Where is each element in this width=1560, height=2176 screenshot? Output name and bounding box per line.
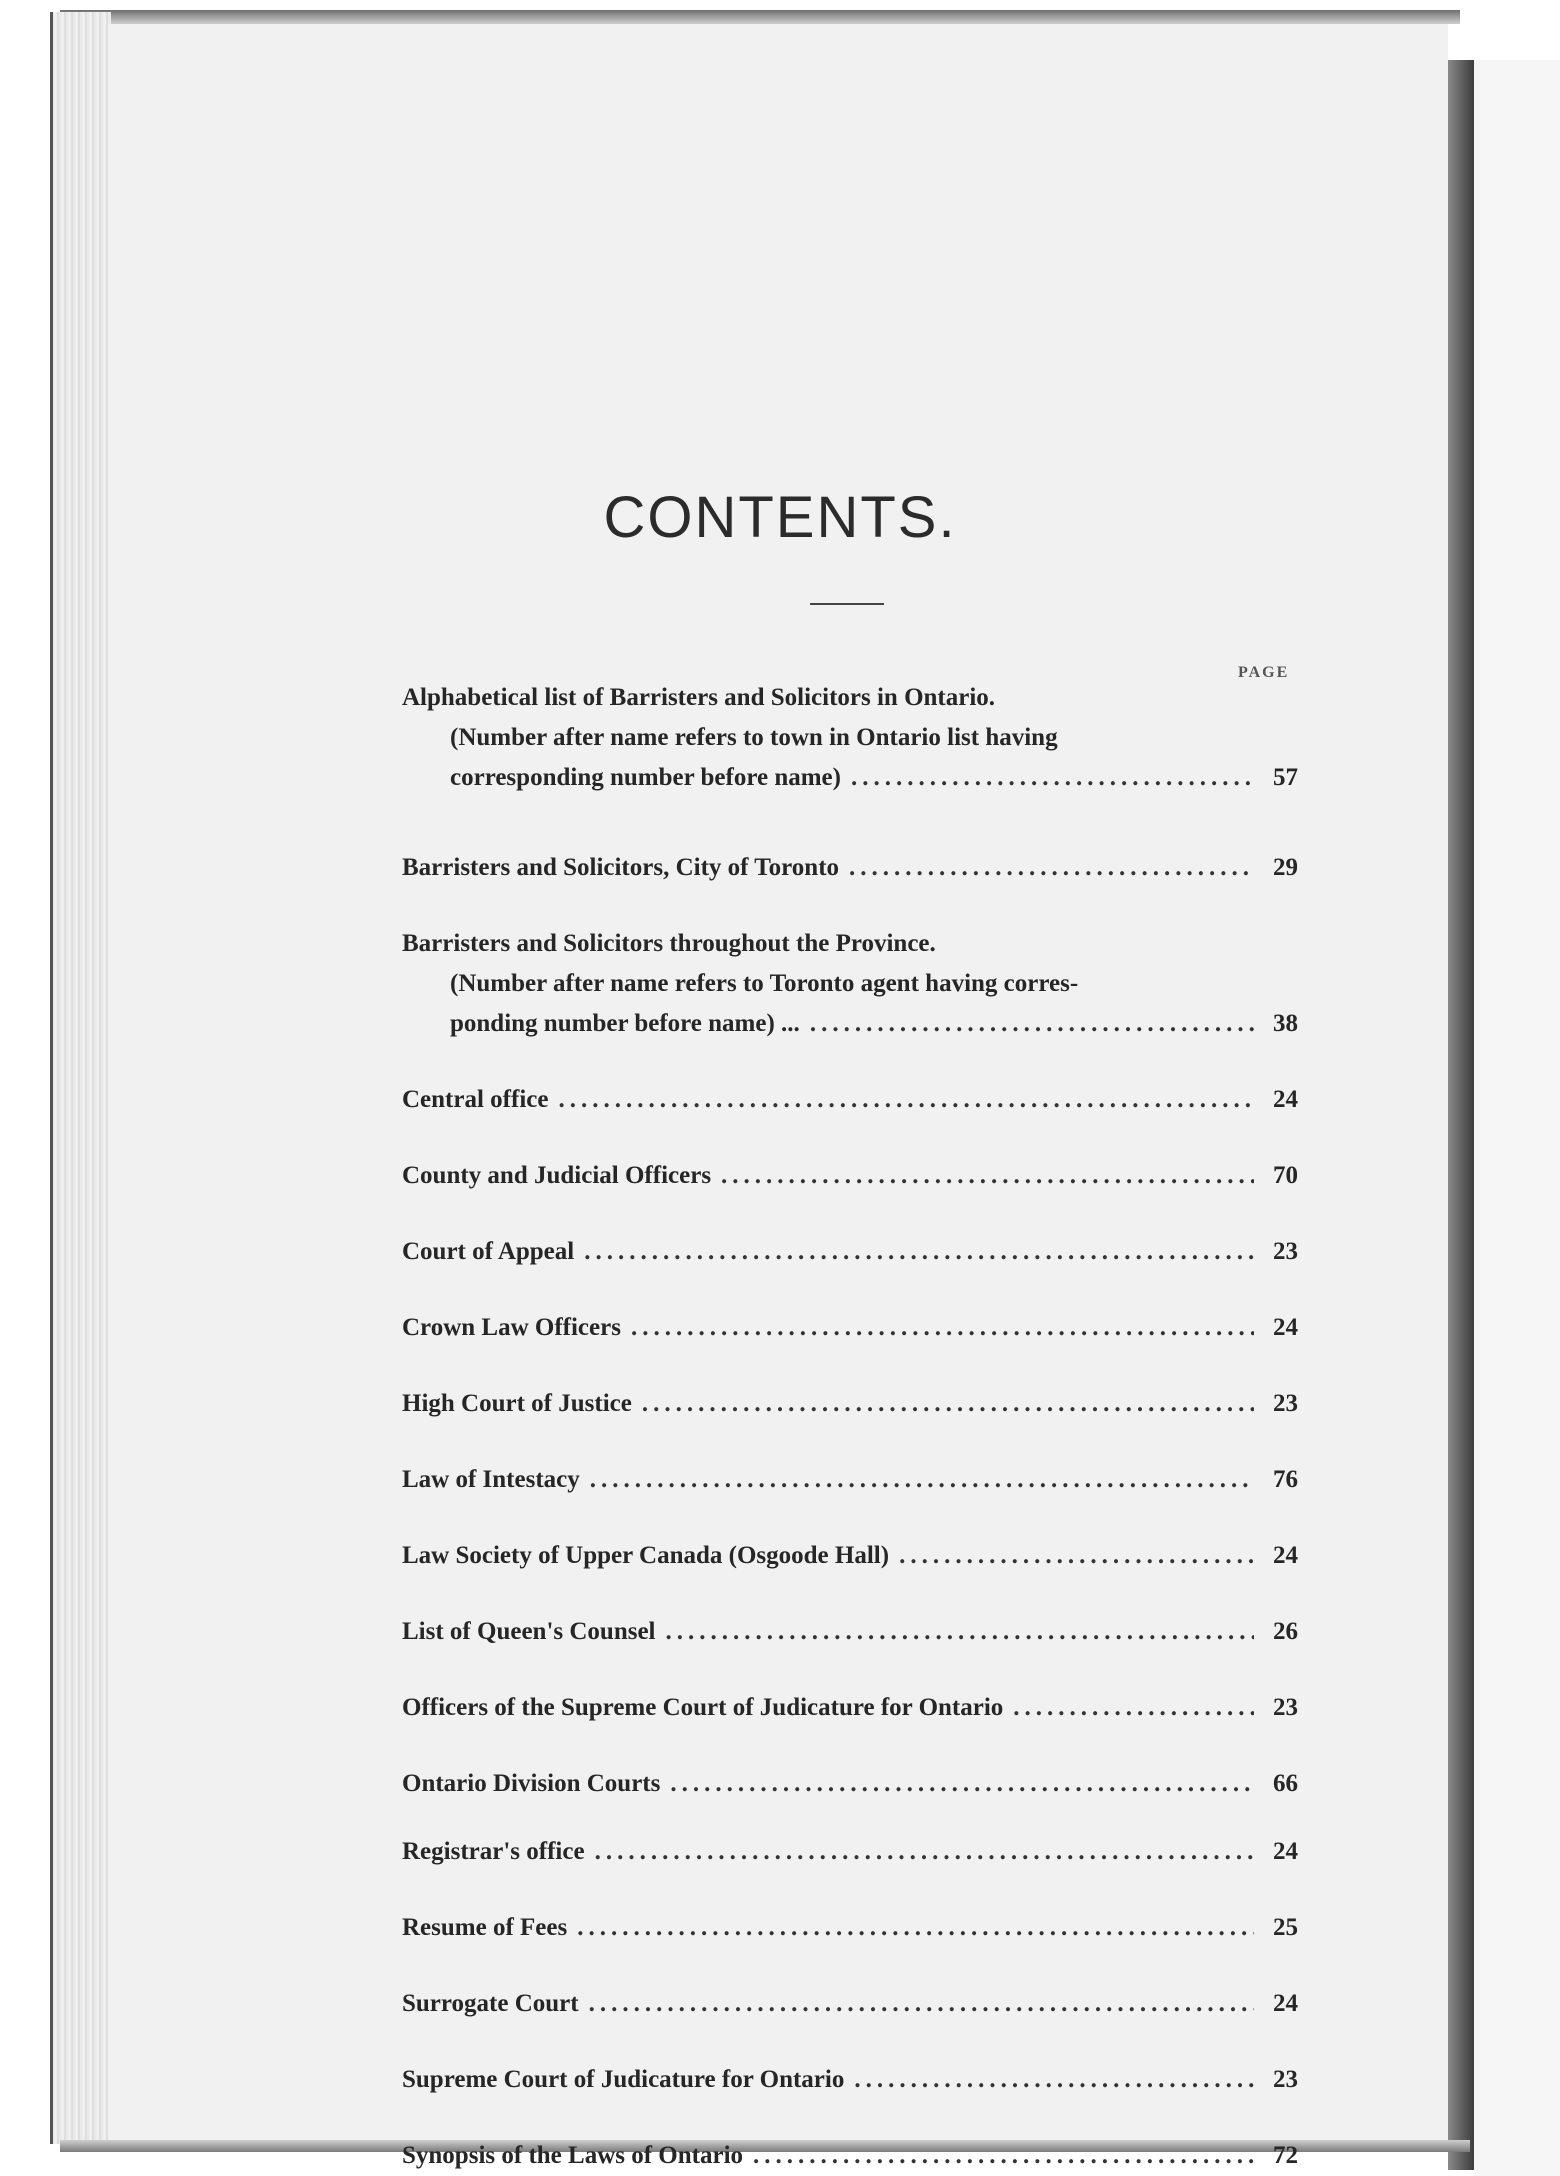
toc-entry — [402, 1536, 1298, 1576]
facing-page — [1474, 60, 1560, 2176]
toc-entry-row — [402, 1688, 1298, 1728]
toc-page-number: 24 — [1273, 1086, 1298, 1113]
toc-page-number: 76 — [1273, 1466, 1298, 1493]
toc-entry-row — [402, 1004, 1298, 1044]
toc-page-number: 24 — [1273, 1314, 1298, 1341]
toc-entry — [402, 1384, 1298, 1424]
toc-entry-row — [402, 1832, 1298, 1872]
dot-leader — [810, 1004, 1254, 1044]
toc-entry — [402, 1764, 1298, 1804]
dot-leader — [721, 1156, 1254, 1196]
toc-page-number: 23 — [1273, 1390, 1298, 1417]
toc-entry-row — [402, 1232, 1298, 1272]
toc-entry-row — [402, 2060, 1298, 2100]
dot-leader — [631, 1308, 1254, 1348]
toc-entry — [402, 2136, 1298, 2176]
toc-entry-title: Central office — [402, 1086, 549, 1113]
toc-entry-title: Barristers and Solicitors, City of Toronto — [402, 854, 840, 881]
toc-page-number: 24 — [1273, 1990, 1298, 2017]
toc-entry-title: Surrogate Court — [402, 1990, 579, 2017]
toc-page-number: 24 — [1273, 1838, 1298, 1865]
toc-entry — [402, 924, 1298, 1044]
page-column-heading: PAGE — [1238, 664, 1290, 681]
toc-entry — [402, 1832, 1298, 1872]
toc-entry-title: High Court of Justice — [402, 1390, 632, 1417]
toc-entry — [402, 1984, 1298, 2024]
toc-entry-title: Court of Appeal — [402, 1238, 575, 1265]
toc-entry-row — [402, 2136, 1298, 2176]
toc-entry — [402, 1156, 1298, 1196]
toc-entry-row — [402, 1080, 1298, 1120]
dot-leader — [854, 2060, 1254, 2100]
toc-entry — [402, 1612, 1298, 1652]
toc-entry-title: Resume of Fees — [402, 1914, 568, 1941]
toc-entry — [402, 1460, 1298, 1500]
dot-leader — [577, 1908, 1254, 1948]
dot-leader — [595, 1832, 1254, 1872]
toc-entry — [402, 848, 1298, 888]
toc-entry-row — [402, 1460, 1298, 1500]
toc-page-number: 25 — [1273, 1914, 1298, 1941]
toc-page-number: 26 — [1273, 1618, 1298, 1645]
toc-entry-line: Barristers and Solicitors throughout the Province. — [402, 930, 936, 957]
book-gutter-shadow — [1448, 60, 1474, 2170]
dot-leader — [666, 1612, 1254, 1652]
toc-entry-row — [402, 1156, 1298, 1196]
toc-entry-title: Ontario Division Courts — [402, 1770, 661, 1797]
dot-leader — [590, 1460, 1254, 1500]
toc-entry-row — [402, 1908, 1298, 1948]
toc-page-number: 24 — [1273, 1542, 1298, 1569]
toc-entry-title: ponding number before name) ... — [450, 1010, 800, 1037]
dot-leader — [589, 1984, 1254, 2024]
toc-page-number: 66 — [1273, 1770, 1298, 1797]
toc-entry-title: Crown Law Officers — [402, 1314, 621, 1341]
dot-leader — [670, 1764, 1254, 1804]
toc-entry-title: corresponding number before name) — [450, 764, 841, 791]
toc-entry-row — [402, 848, 1298, 888]
table-of-contents — [402, 678, 1298, 2176]
toc-entry — [402, 1908, 1298, 1948]
dot-leader — [851, 758, 1254, 798]
toc-page-number: 38 — [1273, 1010, 1298, 1037]
toc-entry — [402, 1232, 1298, 1272]
toc-entry-line: Alphabetical list of Barristers and Solicitors in Ontario. — [402, 684, 996, 711]
toc-entry — [402, 2060, 1298, 2100]
toc-entry — [402, 1308, 1298, 1348]
toc-entry-row — [402, 1536, 1298, 1576]
toc-entry-row — [402, 1984, 1298, 2024]
toc-entry-title: Supreme Court of Judicature for Ontario — [402, 2066, 845, 2093]
toc-page-number: 23 — [1273, 2066, 1298, 2093]
toc-entry-line: (Number after name refers to town in Ontario list having — [450, 724, 1058, 751]
dot-leader — [642, 1384, 1254, 1424]
toc-entry — [402, 678, 1298, 798]
toc-entry-title: Registrar's office — [402, 1838, 585, 1865]
toc-entry — [402, 1080, 1298, 1120]
toc-entry-row — [402, 758, 1298, 798]
dot-leader — [1013, 1688, 1254, 1728]
toc-entry-title: Law of Intestacy — [402, 1466, 580, 1493]
toc-entry-row — [402, 1612, 1298, 1652]
toc-page-number: 23 — [1273, 1238, 1298, 1265]
page-title: CONTENTS. — [603, 485, 957, 550]
title-rule — [810, 603, 884, 605]
toc-page-number: 57 — [1273, 764, 1298, 791]
dot-leader — [849, 848, 1254, 888]
toc-page-number: 23 — [1273, 1694, 1298, 1721]
toc-page-number: 70 — [1273, 1162, 1298, 1189]
dot-leader — [558, 1080, 1254, 1120]
toc-entry-row — [402, 1384, 1298, 1424]
toc-entry-title: Synopsis of the Laws of Ontario — [402, 2142, 744, 2169]
book-top-edge — [60, 10, 1460, 24]
toc-entry — [402, 1688, 1298, 1728]
dot-leader — [584, 1232, 1254, 1272]
toc-entry-title: List of Queen's Counsel — [402, 1618, 656, 1645]
toc-entry-title: Officers of the Supreme Court of Judicature for Ontario — [402, 1694, 1004, 1721]
toc-entry-row — [402, 1308, 1298, 1348]
toc-page-number: 72 — [1273, 2142, 1298, 2169]
toc-entry-title: County and Judicial Officers — [402, 1162, 712, 1189]
toc-entry-line: (Number after name refers to Toronto agent having corres- — [450, 970, 1079, 997]
toc-entry-row — [402, 1764, 1298, 1804]
dot-leader — [753, 2136, 1254, 2176]
toc-page-number: 29 — [1273, 854, 1298, 881]
toc-entry-title: Law Society of Upper Canada (Osgoode Hall) — [402, 1542, 890, 1569]
book-page-edges — [50, 12, 111, 2144]
dot-leader — [899, 1536, 1254, 1576]
